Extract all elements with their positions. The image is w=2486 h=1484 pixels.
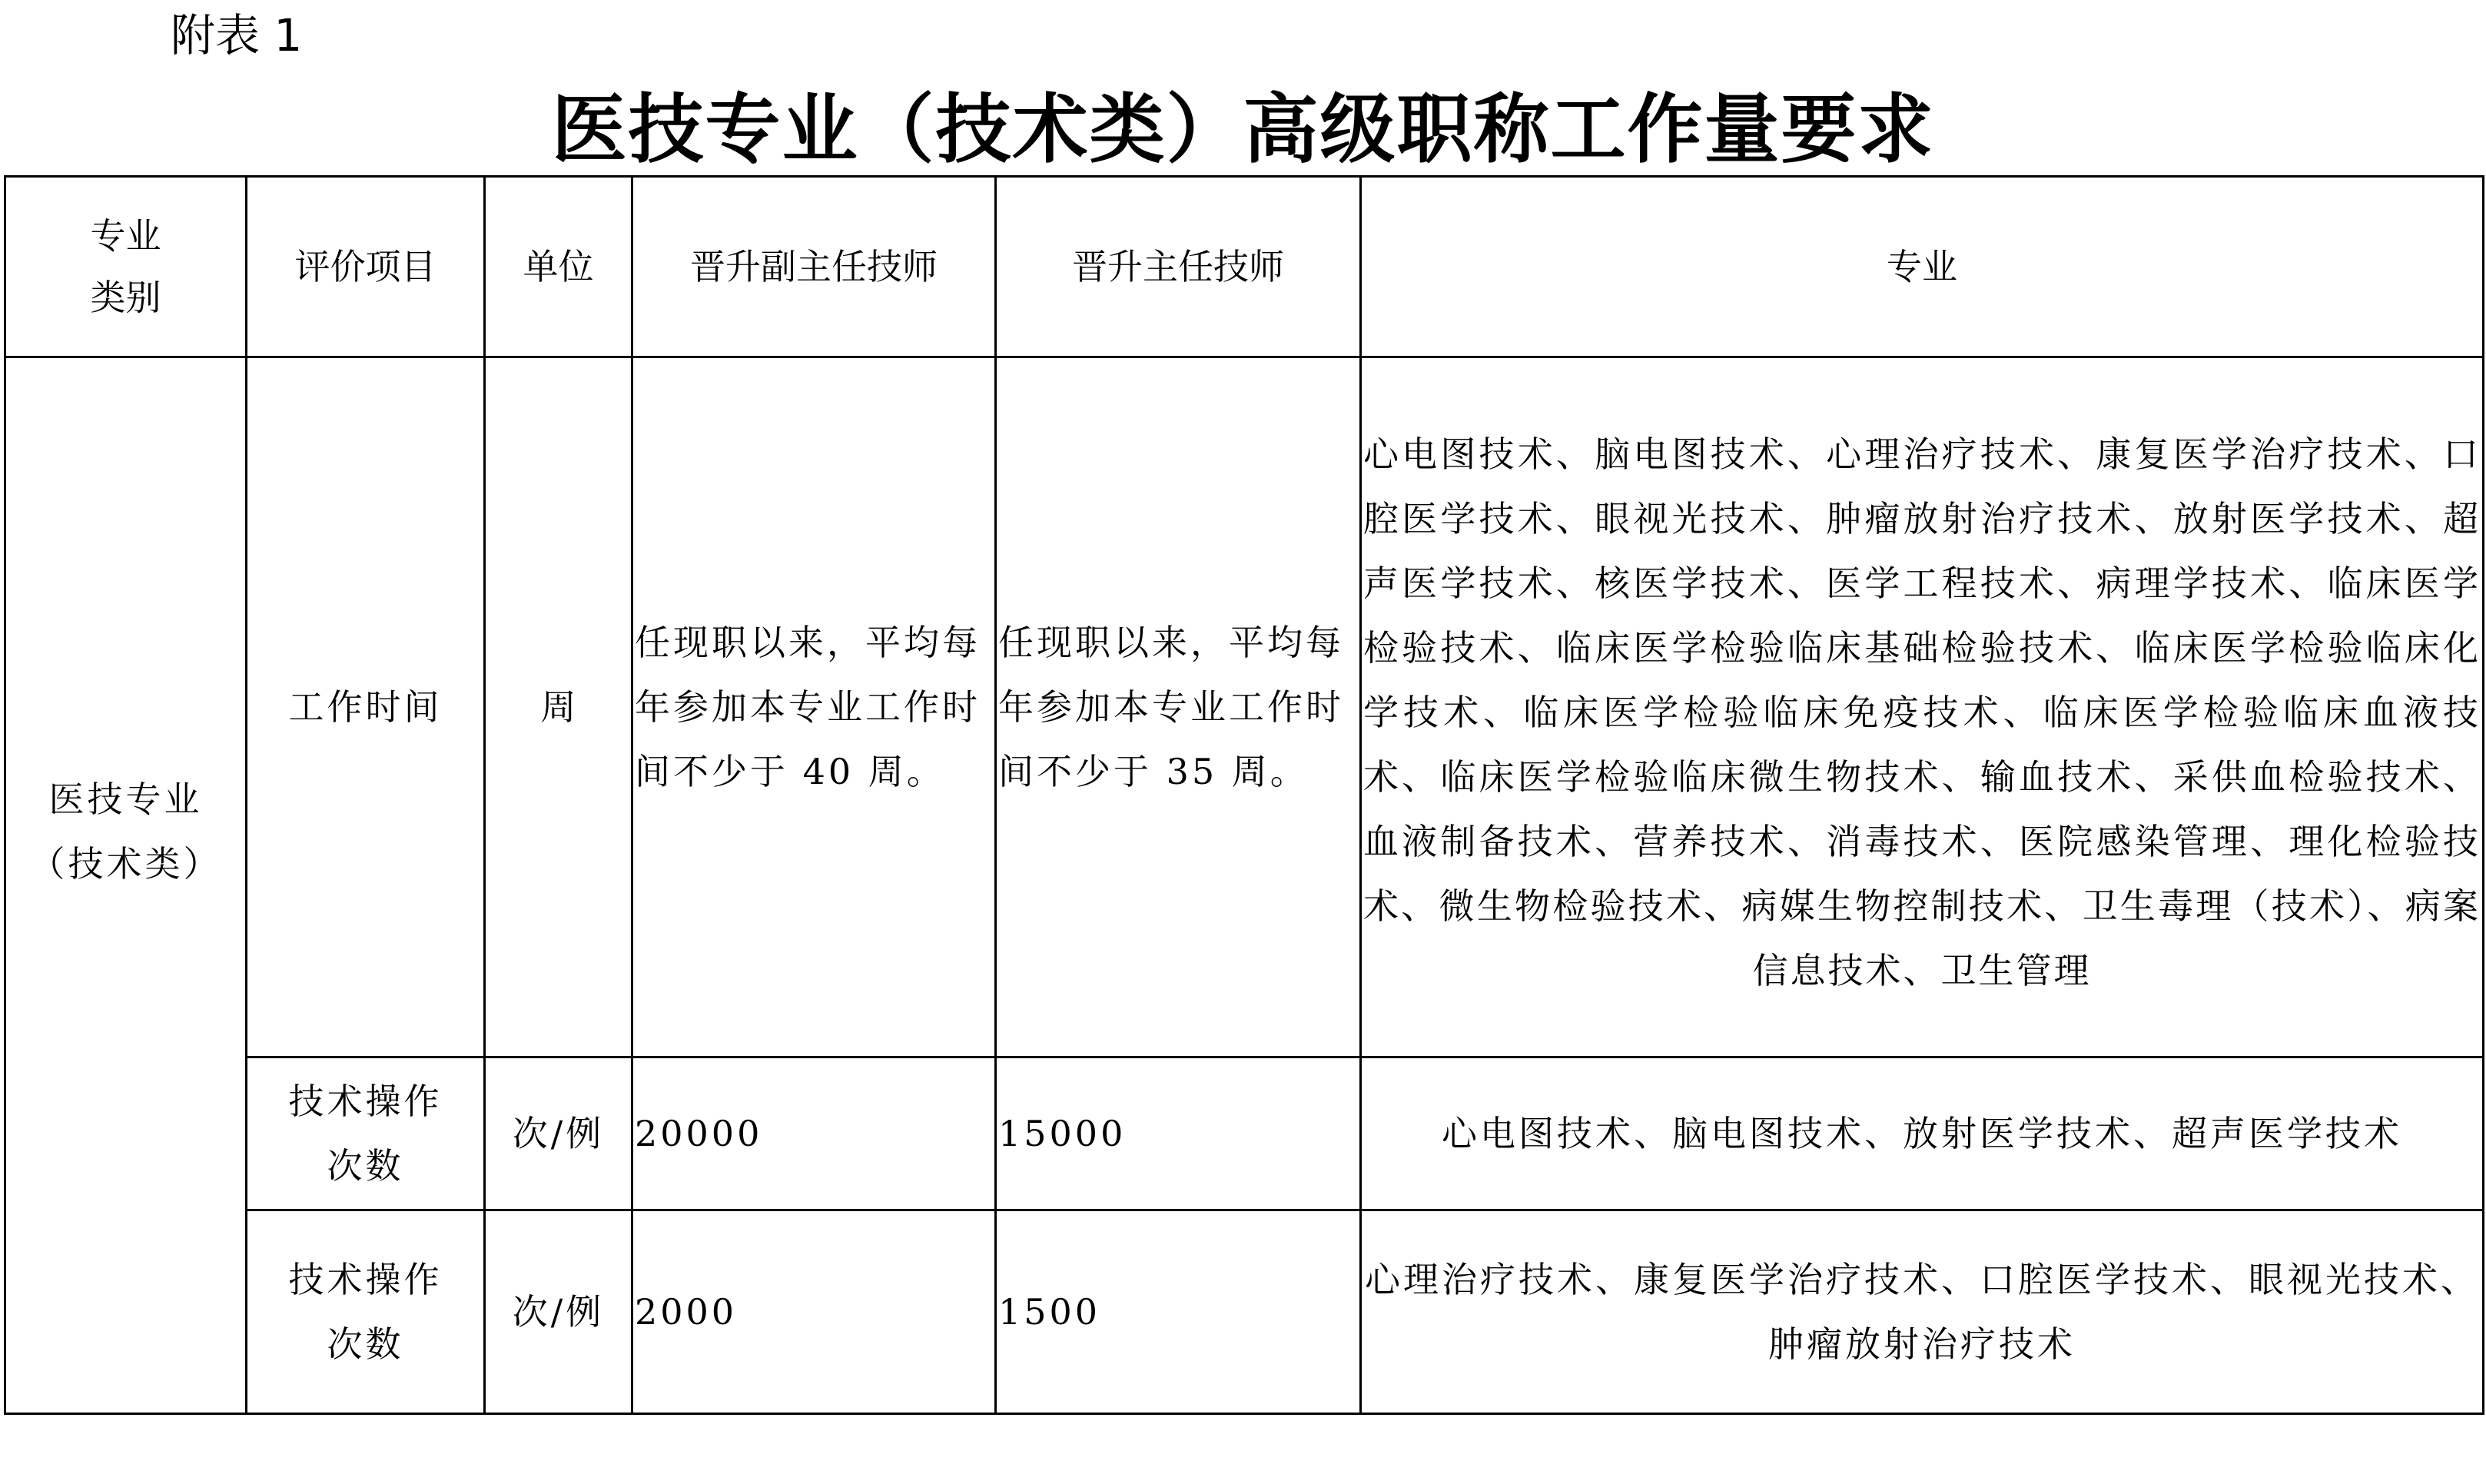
major-list-cell: 心理治疗技术、康复医学治疗技术、口腔医学技术、眼视光技术、肿瘤放射治疗技术 — [1361, 1210, 2484, 1414]
chief-requirement-cell: 1500 — [996, 1210, 1361, 1414]
unit-cell: 次/例 — [485, 1210, 632, 1414]
header-associate-technologist: 晋升副主任技师 — [632, 177, 996, 357]
unit-cell: 次/例 — [485, 1057, 632, 1210]
table-row — [5, 1057, 2484, 1210]
item-cell: 技术操作 次数 — [247, 1210, 485, 1414]
item-cell: 技术操作 次数 — [247, 1057, 485, 1210]
header-chief-technologist: 晋升主任技师 — [996, 177, 1361, 357]
workload-requirements-table — [4, 175, 2484, 1415]
header-major: 专业 — [1361, 177, 2484, 357]
unit-cell: 周 — [485, 357, 632, 1057]
annex-label: 附表 1 — [171, 9, 303, 61]
table-row — [5, 1210, 2484, 1414]
table-header-row — [5, 177, 2484, 357]
associate-requirement-cell: 20000 — [632, 1057, 996, 1210]
table-row — [5, 357, 2484, 1057]
major-list-cell: 心电图技术、脑电图技术、放射医学技术、超声医学技术 — [1361, 1057, 2484, 1210]
chief-requirement-cell: 15000 — [996, 1057, 1361, 1210]
category-cell: 医技专业 （技术类） — [5, 357, 247, 1414]
header-item: 评价项目 — [247, 177, 485, 357]
document-title: 医技专业（技术类）高级职称工作量要求 — [551, 85, 1935, 174]
associate-requirement-cell: 任现职以来，平均每年参加本专业工作时间不少于 40 周。 — [632, 357, 996, 1057]
item-cell: 工作时间 — [247, 357, 485, 1057]
chief-requirement-cell: 任现职以来，平均每年参加本专业工作时间不少于 35 周。 — [996, 357, 1361, 1057]
major-list-cell: 心电图技术、脑电图技术、心理治疗技术、康复医学治疗技术、口腔医学技术、眼视光技术、肿瘤放射治疗技术、放射医学技术、超声医学技术、核医学技术、医学工程技术、病理学技术、临床医学检验技术、临床医学检验临床基础检验技术、临床医学检验临床化学技术、临床医学检验临床免疫技术、临床医学检验临床血液技术、临床医学检验临床微生物技术、输血技术、采供血检验技术、血液制备技术、营养技术、消毒技术、医院感染管理、理化检验技术、微生物检验技术、病媒生物控制技术、卫生毒理（技术）、病案信息技术、卫生管理 — [1361, 357, 2484, 1057]
header-category: 专业 类别 — [5, 177, 247, 357]
associate-requirement-cell: 2000 — [632, 1210, 996, 1414]
header-unit: 单位 — [485, 177, 632, 357]
